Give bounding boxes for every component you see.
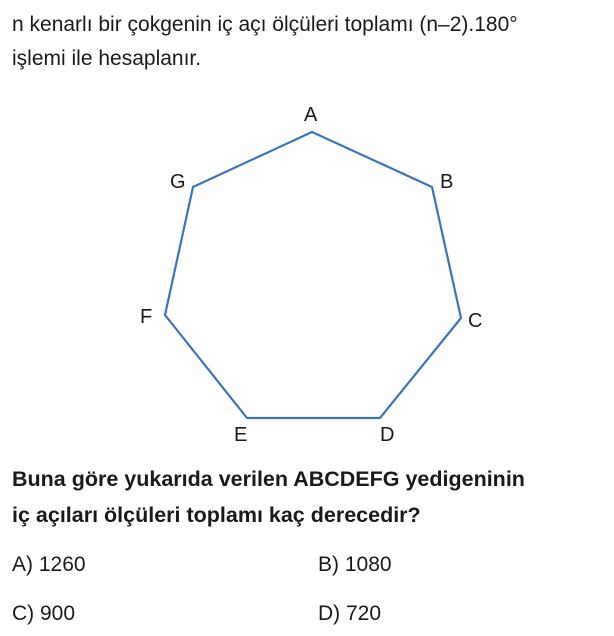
question-line-2: iç açıları ölçüleri toplamı kaç derecedir? <box>12 503 421 527</box>
vertex-label-f: F <box>140 306 153 328</box>
vertex-label-g: G <box>170 171 186 193</box>
vertex-label-c: C <box>468 310 483 332</box>
intro-line-2: işlemi ile hesaplanır. <box>12 47 202 70</box>
vertex-label-d: D <box>380 424 395 446</box>
option-b[interactable]: B) 1080 <box>318 553 392 576</box>
option-d[interactable]: D) 720 <box>318 602 382 625</box>
intro-text <box>12 8 612 76</box>
vertex-label-a: A <box>304 104 318 126</box>
intro-line-1: n kenarlı bir çokgenin iç açı ölçüleri toplamı (n–2).180° <box>12 13 518 36</box>
heptagon-figure <box>0 95 614 455</box>
option-a[interactable]: A) 1260 <box>12 553 86 576</box>
vertex-label-b: B <box>440 171 454 193</box>
heptagon-shape <box>165 132 461 418</box>
vertex-label-e: E <box>234 424 248 446</box>
question-text <box>12 461 614 533</box>
option-c[interactable]: C) 900 <box>12 602 76 625</box>
question-line-1: Buna göre yukarıda verilen ABCDEFG yedigeninin <box>12 467 525 491</box>
